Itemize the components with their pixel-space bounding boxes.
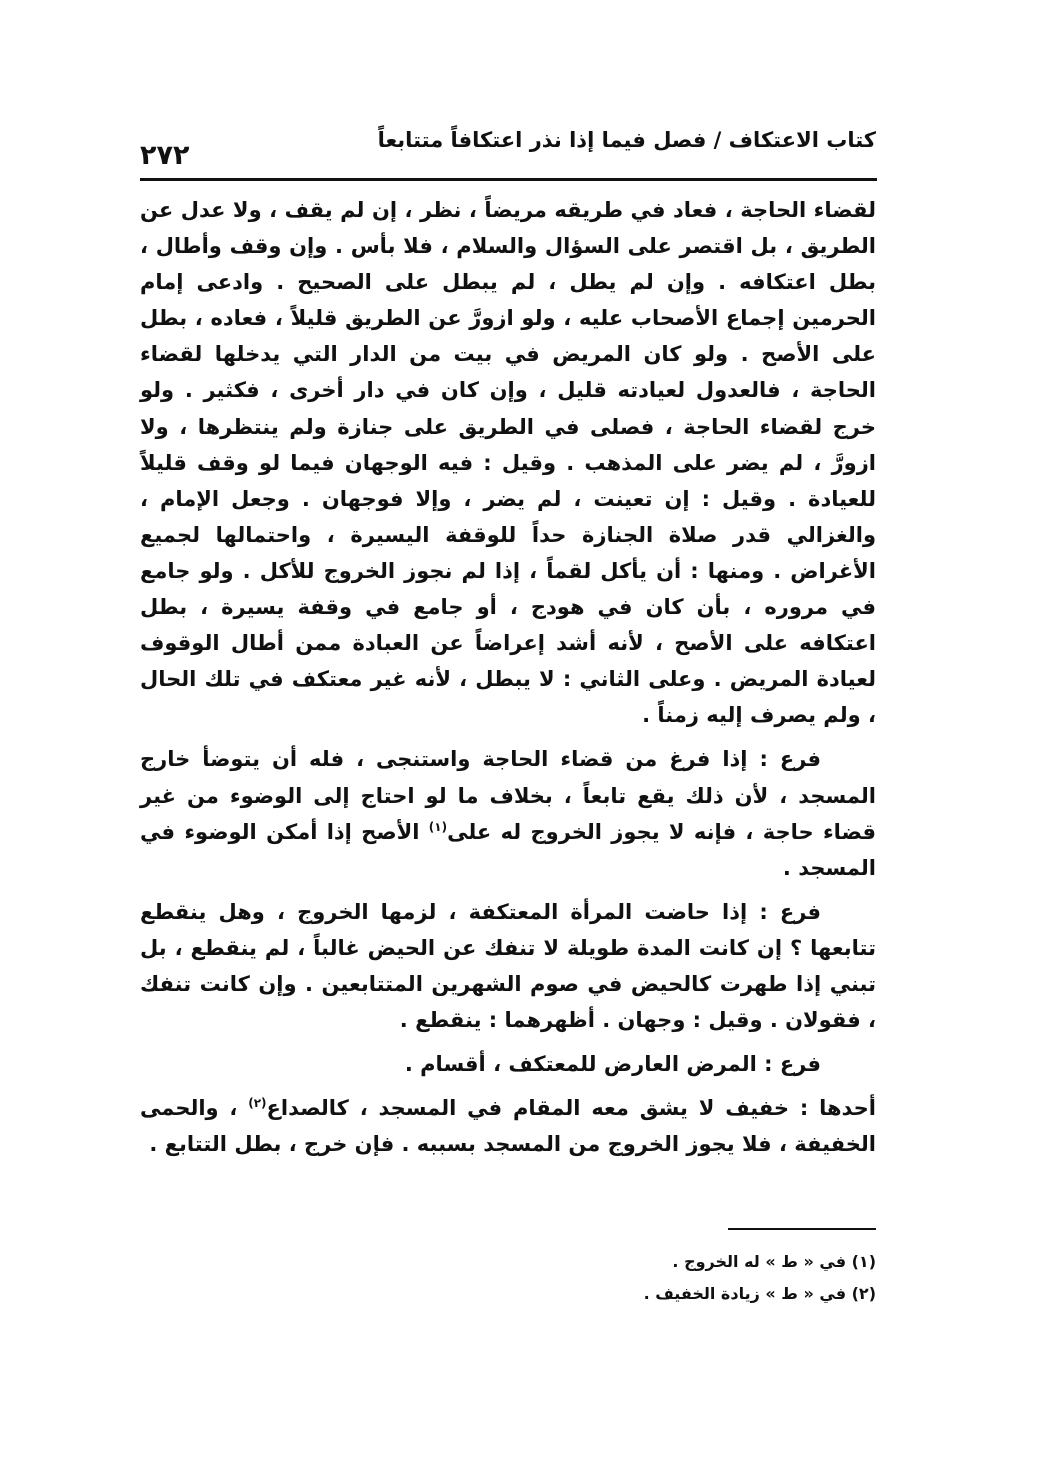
paragraph-text: إذا حاضت المرأة المعتكفة ، لزمها الخروج ، وهل ينقطع تتابعها ؟ إن كانت المدة طويلة لا تنفك عن الحيض غالباً ، لم ينقطع ، بل تبني إذا طهرت كالحيض في صوم الشهرين المتتابعين . وإن كانت تنفك ، فقولان . وقيل : وجهان . أظهرهما : ينقطع . [140, 899, 876, 1033]
footnotes [140, 1246, 876, 1310]
header-rule [140, 178, 877, 181]
paragraph-text-continued: الأصح إذا أمكن الوضوء في المسجد . [140, 819, 876, 880]
footnote-ref-2: (٢) [248, 1096, 267, 1111]
main-text [140, 192, 876, 1162]
paragraph-4 [140, 1046, 876, 1082]
paragraph-text: إذا فرغ من قضاء الحاجة واستنجى ، فله أن يتوضأ خارج المسجد ، لأن ذلك يقع تابعاً ، بخلاف ما لو احتاج إلى الوضوء من غير قضاء حاجة ، فإنه لا يجوز الخروج له على [140, 747, 877, 844]
paragraph-2 [140, 741, 876, 885]
paragraph-text-continued: ، والحمى الخفيفة ، فلا يجوز الخروج من المسجد بسببه . فإن خرج ، بطل التتابع . [140, 1096, 876, 1157]
section-label: فرع : [759, 747, 822, 772]
section-label: فرع : [764, 1052, 821, 1077]
paragraph-text: أحدها : خفيف لا يشق معه المقام في المسجد ، كالصداع [266, 1096, 876, 1121]
paragraph-text: لقضاء الحاجة ، فعاد في طريقه مريضاً ، نظر ، إن لم يقف ، ولا عدل عن الطريق ، بل اقتصر على السؤال والسلام ، فلا بأس . وإن وقف وأطال ، بطل اعتكافه . وإن لم يطل ، لم يبطل على الصحيح . وادعى إمام الحرمين إجماع الأصحاب عليه ، ولو ازورَّ عن الطريق قليلاً ، فعاده ، بطل على الأصح . ولو كان المريض في بيت من الدار التي يدخلها لقضاء الحاجة ، فالعدول لعيادته قليل ، وإن كان في دار أخرى ، فكثير . ولو خرج لقضاء الحاجة ، فصلى في الطريق على جنازة ولم ينتظرها ، ولا ازورَّ ، لم يضر على المذهب . وقيل : فيه الوجهان فيما لو وقف قليلاً للعيادة . وقيل : إن تعينت ، لم يضر ، وإلا فوجهان . وجعل الإمام ، والغزالي قدر صلاة الجنازة حداً للوقفة اليسيرة ، واحتمالها لجميع الأغراض . ومنها : أن يأكل لقماً ، إذا لم نجوز الخروج للأكل . ولو جامع في مروره ، بأن كان في هودج ، أو جامع في وقفة يسيرة ، بطل اعتكافه على الأصح ، لأنه أشد إعراضاً عن العبادة ممن أطال الوقوف لعيادة المريض . وعلى الثاني : لا يبطل ، لأنه غير معتكف في تلك الحال ، ولم يصرف إليه زمناً . [140, 198, 876, 728]
paragraph-5 [140, 1090, 876, 1162]
page-header [140, 126, 876, 176]
paragraph-1 [140, 192, 876, 733]
paragraph-text: المرض العارض للمعتكف ، أقسام . [404, 1052, 757, 1077]
footnote-ref-1: (١) [428, 819, 448, 834]
paragraph-3 [140, 894, 876, 1038]
section-label: فرع : [759, 899, 822, 924]
running-title: كتاب الاعتكاف / فصل فيما إذا نذر اعتكافاً متتابعاً [377, 128, 876, 152]
footnote-2: (٢) في « ط » زيادة الخفيف . [643, 1284, 876, 1303]
footnote-rule [728, 1228, 876, 1230]
footnote-1: (١) في « ط » له الخروج . [672, 1252, 876, 1271]
page-number: ٢٧٢ [140, 140, 190, 171]
